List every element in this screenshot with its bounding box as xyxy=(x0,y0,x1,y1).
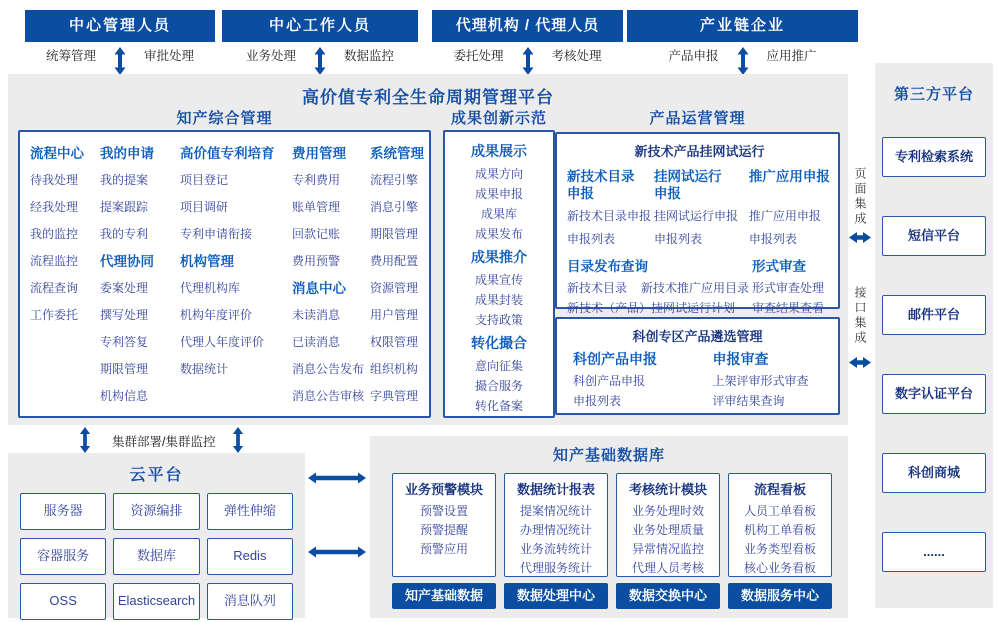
role-label: 数据监控 xyxy=(344,49,395,63)
data-center-badge: 知产基础数据 xyxy=(392,583,496,609)
page-integration-label: 页面集成 xyxy=(853,167,867,227)
menu-item: 撮合服务 xyxy=(474,379,523,393)
menu-item: 费用预警 xyxy=(292,254,341,268)
panel-title-cg: 成果创新示范 xyxy=(450,110,547,127)
ip-database-panel xyxy=(370,436,848,618)
menu-item: 成果封装 xyxy=(474,293,523,307)
menu-column xyxy=(30,140,100,416)
menu-item: 机构信息 xyxy=(100,389,149,403)
menu-item: 业务流转统计 xyxy=(519,542,592,556)
menu-item: 期限管理 xyxy=(370,227,419,241)
subpanel-title: 新技术产品挂网试运行 xyxy=(634,144,765,159)
cloud-service-box: 弹性伸缩 xyxy=(207,493,293,530)
db-module xyxy=(392,473,496,609)
menu-item: 用户管理 xyxy=(370,308,419,322)
subpanel-title: 科创专区产品遴选管理 xyxy=(632,329,763,344)
menu-item: 待我处理 xyxy=(30,173,79,187)
menu-item: 形式审查处理 xyxy=(752,281,825,295)
double-arrow-vertical-icon xyxy=(232,427,244,453)
cluster-label: 集群部署/集群监控 xyxy=(112,435,216,449)
menu-column xyxy=(100,140,180,416)
double-arrow-vertical-icon xyxy=(522,47,534,75)
db-module xyxy=(728,473,832,609)
role-header: 产业链企业 xyxy=(627,10,858,42)
api-integration-label: 接口集成 xyxy=(853,286,867,346)
menu-column xyxy=(567,164,654,251)
group-heading: 考核统计模块 xyxy=(628,482,707,497)
menu-column xyxy=(180,140,292,416)
role-header: 代理机构 / 代理人员 xyxy=(432,10,623,42)
menu-item: 消息公告审核 xyxy=(292,389,365,403)
role-label: 应用推广 xyxy=(766,49,817,63)
double-arrow-vertical-icon xyxy=(737,47,749,75)
menu-item: 审查结果查看 xyxy=(752,301,825,315)
group-heading: 成果展示 xyxy=(471,143,527,159)
data-center-badge: 数据处理中心 xyxy=(504,583,608,609)
platform-panel xyxy=(8,74,848,425)
sci-tech-selection-box xyxy=(555,317,840,415)
role-group xyxy=(432,10,623,75)
menu-item: 新技术（产品）挂网试运行计划 xyxy=(567,301,736,315)
menu-column xyxy=(573,347,712,411)
menu-item: 代理人年度评价 xyxy=(180,335,265,349)
product-trial-box xyxy=(555,132,840,315)
menu-item: 预警设置 xyxy=(419,504,468,518)
group-heading: 高价值专利培育 xyxy=(180,146,275,161)
menu-item: 项目登记 xyxy=(180,173,229,187)
group-heading: 新技术目录申报 xyxy=(567,169,635,201)
menu-item: 推广应用申报 xyxy=(748,209,821,223)
cloud-service-box: 服务器 xyxy=(20,493,106,530)
third-party-box: 数字认证平台 xyxy=(882,374,986,414)
menu-item: 预警提醒 xyxy=(419,523,468,537)
platform-title: 高价值专利全生命周期管理平台 xyxy=(302,88,554,107)
menu-item: 我的提案 xyxy=(100,173,149,187)
third-party-box: 专利检索系统 xyxy=(882,137,986,177)
role-group xyxy=(25,10,215,75)
menu-item: 机构工单看板 xyxy=(743,523,816,537)
panel-title-py: 产品运营管理 xyxy=(649,110,746,127)
menu-item: 业务处理质量 xyxy=(631,523,704,537)
menu-item: 转化备案 xyxy=(474,399,523,413)
role-label: 考核处理 xyxy=(551,49,602,63)
menu-column xyxy=(654,164,749,251)
menu-column xyxy=(752,254,832,318)
panel-title-cloud: 云平台 xyxy=(129,467,184,484)
menu-item: 项目调研 xyxy=(180,200,229,214)
double-arrow-vertical-icon xyxy=(314,47,326,75)
group-heading: 目录发布查询 xyxy=(567,259,648,274)
menu-item: 支持政策 xyxy=(474,313,523,327)
menu-column xyxy=(370,140,428,416)
menu-item: 办理情况统计 xyxy=(519,523,592,537)
panel-title-database: 知产基础数据库 xyxy=(552,447,665,464)
menu-item: 流程引擎 xyxy=(370,173,419,187)
menu-item: 预警应用 xyxy=(419,542,468,556)
menu-column xyxy=(749,164,832,251)
menu-item: 组织机构 xyxy=(370,362,419,376)
double-arrow-horizontal-icon xyxy=(849,231,871,244)
group-heading: 代理协同 xyxy=(100,254,154,269)
group-heading: 形式审查 xyxy=(752,259,806,274)
menu-item: 申报列表 xyxy=(573,394,622,408)
menu-item: 流程查询 xyxy=(30,281,79,295)
menu-item: 人员工单看板 xyxy=(743,504,816,518)
menu-item: 申报列表 xyxy=(567,232,616,246)
menu-item: 流程监控 xyxy=(30,254,79,268)
menu-item: 代理机构库 xyxy=(180,281,241,295)
ip-management-box xyxy=(18,130,431,418)
menu-item: 资源管理 xyxy=(370,281,419,295)
menu-item: 提案跟踪 xyxy=(100,200,149,214)
cloud-service-box: Redis xyxy=(207,538,293,575)
menu-item: 核心业务看板 xyxy=(743,561,816,575)
menu-item: 新技术目录申报 xyxy=(567,209,652,223)
group-heading: 系统管理 xyxy=(370,146,424,161)
menu-item: 成果方向 xyxy=(474,167,523,181)
menu-item: 专利答复 xyxy=(100,335,149,349)
third-party-box: 科创商城 xyxy=(882,453,986,493)
group-heading: 转化撮合 xyxy=(471,335,527,351)
menu-item: 字典管理 xyxy=(370,389,419,403)
menu-item: 业务类型看板 xyxy=(743,542,816,556)
menu-item: 挂网试运行申报 xyxy=(654,209,739,223)
group-heading: 科创产品申报 xyxy=(573,351,657,367)
menu-item: 业务处理时效 xyxy=(631,504,704,518)
menu-item: 申报列表 xyxy=(748,232,797,246)
third-party-box: ...... xyxy=(882,532,986,572)
menu-item: 新技术目录 xyxy=(567,281,628,295)
menu-item: 评审结果查询 xyxy=(712,394,785,408)
menu-item: 数据统计 xyxy=(180,362,229,376)
third-party-panel xyxy=(875,63,993,608)
menu-item: 成果宣传 xyxy=(474,273,523,287)
role-header: 中心管理人员 xyxy=(25,10,215,42)
role-label: 产品申报 xyxy=(668,49,719,63)
role-label: 业务处理 xyxy=(245,49,296,63)
menu-item: 上架评审形式审查 xyxy=(712,374,809,388)
double-arrow-horizontal-icon xyxy=(849,356,871,369)
menu-item: 期限管理 xyxy=(100,362,149,376)
menu-item: 未读消息 xyxy=(292,308,341,322)
group-heading: 成果推介 xyxy=(471,249,527,265)
menu-item: 账单管理 xyxy=(292,200,341,214)
menu-item: 撰写处理 xyxy=(100,308,149,322)
group-heading: 申报审查 xyxy=(712,351,769,367)
group-heading: 消息中心 xyxy=(292,281,346,296)
menu-item: 经我处理 xyxy=(30,200,79,214)
cloud-service-box: 消息队列 xyxy=(207,583,293,620)
group-heading: 数据统计报表 xyxy=(516,482,595,497)
data-center-badge: 数据服务中心 xyxy=(728,583,832,609)
group-heading: 费用管理 xyxy=(292,146,346,161)
menu-item: 专利申请衔接 xyxy=(180,227,253,241)
cloud-platform-panel xyxy=(8,453,305,618)
menu-item: 异常情况监控 xyxy=(631,542,704,556)
double-arrow-vertical-icon xyxy=(114,47,126,75)
menu-item: 专利费用 xyxy=(292,173,341,187)
role-header: 中心工作人员 xyxy=(222,10,418,42)
cloud-service-box: 数据库 xyxy=(113,538,199,575)
third-party-box: 短信平台 xyxy=(882,216,986,256)
menu-column xyxy=(567,254,752,318)
data-center-badge: 数据交换中心 xyxy=(616,583,720,609)
menu-item: 委案处理 xyxy=(100,281,149,295)
menu-item: 意向征集 xyxy=(474,359,523,373)
menu-item: 代理人员考核 xyxy=(631,561,704,575)
menu-item: 费用配置 xyxy=(370,254,419,268)
cloud-service-box: 容器服务 xyxy=(20,538,106,575)
group-heading: 业务预警模块 xyxy=(404,482,483,497)
menu-item: 我的监控 xyxy=(30,227,79,241)
menu-item: 申报列表 xyxy=(654,232,703,246)
role-label: 审批处理 xyxy=(144,49,195,63)
menu-item: 成果申报 xyxy=(474,187,523,201)
panel-title-ip: 知产综合管理 xyxy=(176,110,273,127)
panel-title-third-party: 第三方平台 xyxy=(893,86,974,103)
menu-item: 回款记账 xyxy=(292,227,341,241)
group-heading: 流程看板 xyxy=(753,482,806,497)
double-arrow-vertical-icon xyxy=(79,427,91,453)
menu-item: 提案情况统计 xyxy=(519,504,592,518)
group-heading: 流程中心 xyxy=(30,146,84,161)
role-label: 委托处理 xyxy=(453,49,504,63)
menu-column xyxy=(712,347,838,411)
menu-item: 我的专利 xyxy=(100,227,149,241)
menu-item: 消息引擎 xyxy=(370,200,419,214)
menu-item: 机构年度评价 xyxy=(180,308,253,322)
group-heading: 挂网试运行申报 xyxy=(654,169,722,201)
role-label: 统筹管理 xyxy=(45,49,96,63)
achievement-box xyxy=(443,130,555,418)
double-arrow-horizontal-icon xyxy=(308,472,366,484)
db-module xyxy=(504,473,608,609)
double-arrow-horizontal-icon xyxy=(308,546,366,558)
group-heading: 我的申请 xyxy=(100,146,154,161)
menu-item: 科创产品申报 xyxy=(573,374,646,388)
cloud-service-box: 资源编排 xyxy=(113,493,199,530)
menu-item: 新技术推广应用目录 xyxy=(641,281,750,295)
group-heading: 机构管理 xyxy=(180,254,234,269)
third-party-box: 邮件平台 xyxy=(882,295,986,335)
menu-item: 已读消息 xyxy=(292,335,341,349)
menu-item: 工作委托 xyxy=(30,308,79,322)
menu-item: 成果库 xyxy=(480,207,517,221)
menu-item: 成果发布 xyxy=(474,227,523,241)
role-group xyxy=(627,10,858,75)
group-heading: 推广应用申报 xyxy=(748,169,830,184)
menu-item: 代理服务统计 xyxy=(519,561,592,575)
role-group xyxy=(222,10,418,75)
db-module xyxy=(616,473,720,609)
menu-item: 消息公告发布 xyxy=(292,362,365,376)
cloud-service-box: Elasticsearch xyxy=(113,583,199,620)
menu-item: 权限管理 xyxy=(370,335,419,349)
menu-column xyxy=(292,140,370,416)
cloud-service-box: OSS xyxy=(20,583,106,620)
